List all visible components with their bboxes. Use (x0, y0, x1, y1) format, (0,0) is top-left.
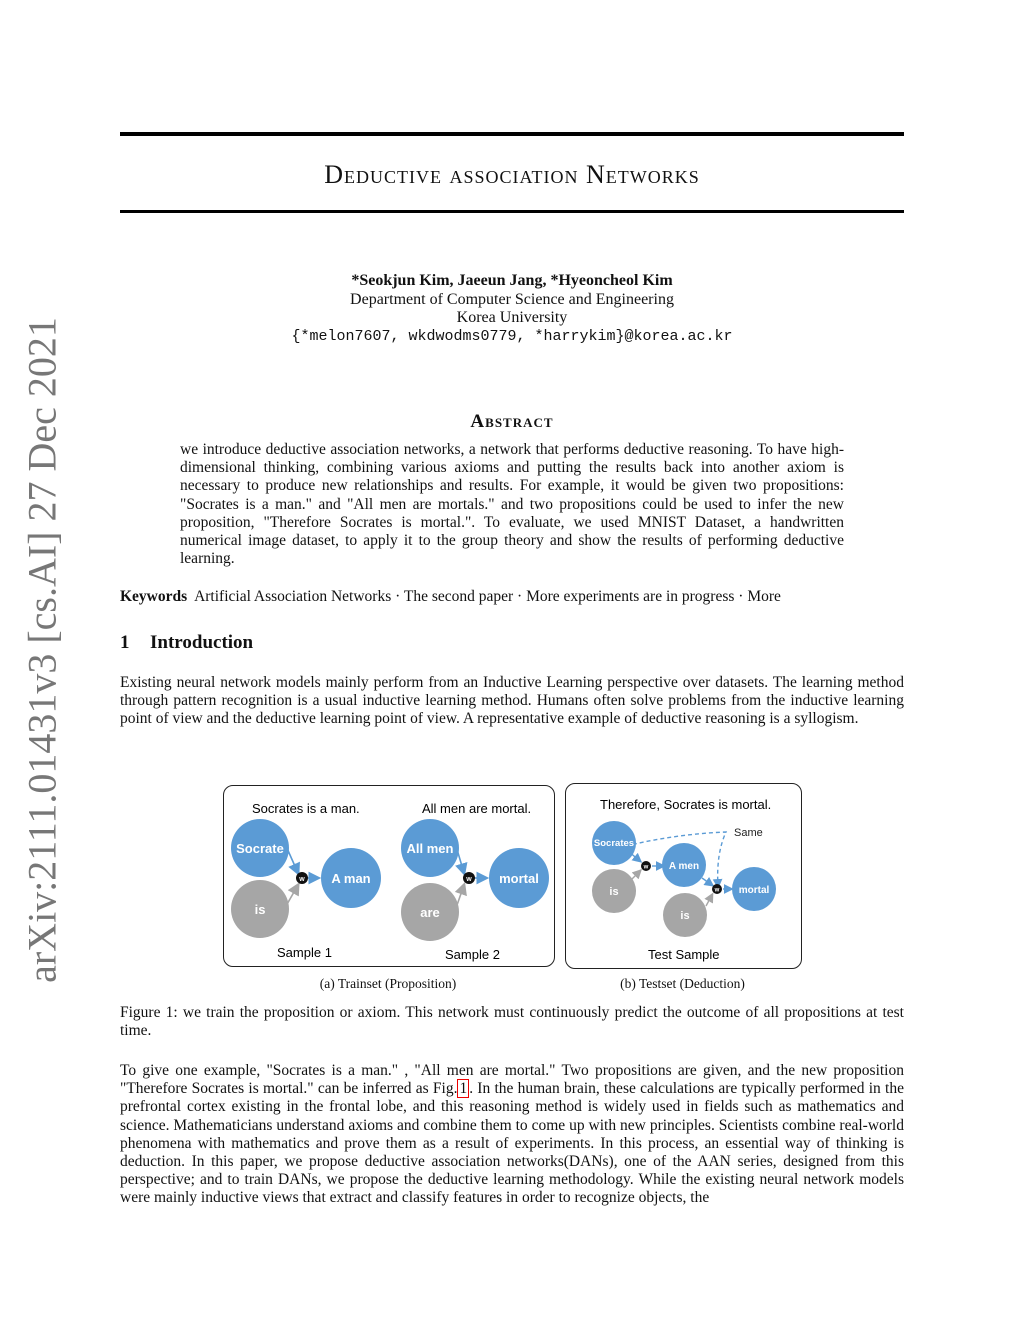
subcaption-testset: (b) Testset (Deduction) (620, 976, 745, 991)
node-a-man-label: A man (331, 871, 371, 886)
sample-1-label: Sample 1 (277, 945, 332, 960)
node-a-men-test-label: A men (668, 861, 700, 872)
node-all-men-label: All men (406, 841, 454, 856)
subcaption-trainset: (a) Trainset (Proposition) (319, 976, 457, 991)
section-heading-introduction (120, 632, 253, 654)
node-socrates-test-label: Socrates (593, 838, 635, 849)
node-socrates-label: Socrate (236, 841, 284, 856)
test-title: Therefore, Socrates is mortal. (600, 797, 772, 812)
intro-paragraph-2 (120, 1062, 904, 1208)
section-number: 1 (120, 632, 130, 653)
sample-2-label: Sample 2 (445, 947, 500, 962)
figure-reference-link[interactable]: 1 (459, 1080, 468, 1098)
title-rule-top (120, 132, 904, 136)
title-rule-bottom (120, 210, 904, 213)
section-title: Introduction (150, 632, 254, 653)
keywords (120, 588, 904, 606)
arrow-is2-w2 (706, 895, 712, 906)
author-department: Department of Computer Science and Engineering (350, 290, 674, 308)
node-is-1-label: is (254, 902, 266, 917)
prop-2-label: All men are mortal. (422, 801, 532, 816)
paper-title: Deductive association Networks (324, 160, 700, 189)
abstract-text: we introduce deductive association networks, a network that performs deductive reasoning. To have high-dimensional thinking, combining various axioms and putting the results back into another axiom is necessary to produce new relationships and results. For example, it would be given two propositions: "Socrates is a man." and "All men are mortals." and two propositions could be used to infer the new proposition, "Therefore Socrates is mortal.". To evaluate, we used MNIST Dataset, a handwritten numerical image dataset, to apply it to the group theory and show the results of performing deductive learning. (180, 441, 844, 568)
arrow-amen-w2 (702, 878, 712, 885)
abstract-heading: Abstract (470, 411, 554, 432)
para2-text-after: . In the human brain, these calculations are typically performed in the prefrontal cortex existing in the frontal lobe, and this reasoning method is widely used in fields such as mathematics and science. Mathematicians understand axioms and combine them to come up with new principles. Scientists combine real-world phenomena with mathematics and prove them as a result of experiments. In this process, an essential way of thinking is deduction. In this paper, we propose deductive association networks(DANs), one of the AAN series, designed from this perspective; and to train DANs, we propose the deductive learning methodology. While the existing neural network models were mainly inductive views that extract and classify features in order to recognize objects, the (120, 1080, 904, 1207)
figure-panel-testset (565, 783, 802, 969)
node-is-test-1-label: is (609, 886, 619, 898)
figure-1-caption: Figure 1: we train the proposition or axiom. This network must continuously predict the outcome of all propositions at test time. (120, 1004, 904, 1040)
author-names: *Seokjun Kim, Jaeeun Jang, *Hyeoncheol Kim (351, 272, 673, 289)
node-w-2-label: w (466, 876, 472, 883)
para2-text-before: To give one example, "Socrates is a man." , "All men are mortal." Two propositions are given, and the new proposition "Therefore Socrates is mortal." can be inferred as Fig. (120, 1062, 904, 1098)
node-mortal-test-label: mortal (738, 885, 770, 896)
node-are-label: are (420, 905, 440, 920)
author-emails: {*melon7607, wkdwodms0779, *harrykim}@korea.ac.kr (291, 327, 733, 345)
node-w-1-label: w (299, 876, 305, 883)
figure-panel-trainset (223, 785, 555, 967)
node-w-test-2-label: w (714, 887, 720, 894)
prop-1-label: Socrates is a man. (252, 801, 360, 816)
intro-paragraph-1: Existing neural network models mainly perform from an Inductive Learning perspective over datasets. The learning method through pattern recognition is a usual inductive learning method. Humans often solve problems from the inductive learning point of view and the deductive learning point of view. A representative example of deductive reasoning is a syllogism. (120, 674, 904, 728)
keywords-text: Artificial Association Networks · The second paper · More experiments are in progress · More (194, 588, 781, 605)
node-is-test-2-label: is (680, 910, 690, 922)
node-mortal-label: mortal (499, 871, 539, 886)
arxiv-identifier: arXiv:2111.01431v3 [cs.AI] 27 Dec 2021 (19, 317, 65, 983)
author-block (120, 272, 904, 346)
test-sample-label: Test Sample (648, 947, 720, 962)
author-university: Korea University (456, 309, 568, 326)
same-label: Same (734, 827, 763, 839)
keywords-label: Keywords (120, 588, 188, 605)
node-w-test-1-label: w (643, 864, 649, 871)
